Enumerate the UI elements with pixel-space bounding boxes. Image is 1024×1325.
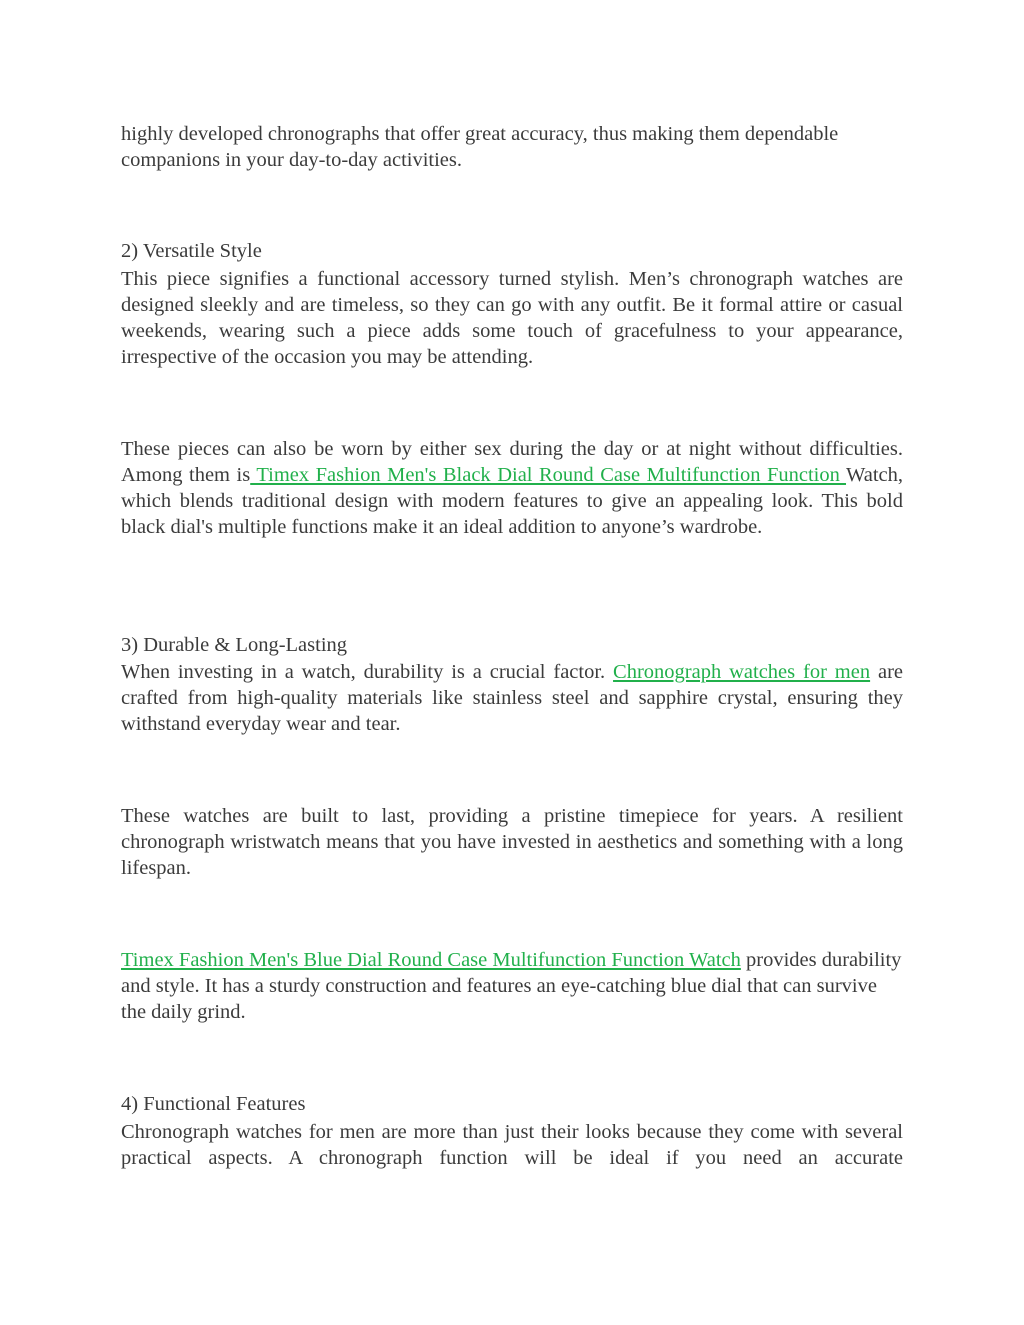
section-heading-durable: 3) Durable & Long-Lasting — [121, 634, 348, 656]
durable-paragraph — [121, 659, 903, 737]
durable-text-after: are crafted from high-quality materials like stainless steel and sapphire crystal, ensuring they withstand everyday wear and tear. — [121, 661, 903, 735]
black-dial-text-before: These pieces can also be worn by either sex during the day or at night without difficulties. Among them is — [121, 438, 903, 486]
section-heading-versatile-style: 2) Versatile Style — [121, 240, 262, 262]
timex-black-dial-link[interactable]: Timex Fashion Men's Black Dial Round Case Multifunction Function — [250, 464, 847, 486]
black-dial-text-after: Watch, which blends traditional design with modern features to give an appealing look. This bold black dial's multiple functions make it an ideal addition to anyone’s wardrobe. — [121, 464, 903, 538]
black-dial-paragraph — [121, 436, 903, 540]
chronograph-watches-link[interactable]: Chronograph watches for men — [613, 661, 871, 683]
built-to-last-paragraph: These watches are built to last, providing a pristine timepiece for years. A resilient chronograph wristwatch means that you have invested in aesthetics and something with a long lifespan. — [121, 805, 903, 879]
section-heading-functional: 4) Functional Features — [121, 1093, 306, 1115]
timex-blue-dial-link[interactable]: Timex Fashion Men's Blue Dial Round Case Multifunction Function Watch — [121, 949, 741, 971]
intro-paragraph: highly developed chronographs that offer great accuracy, thus making them dependable companions in your day-to-day activities. — [121, 123, 839, 171]
functional-paragraph: Chronograph watches for men are more than just their looks because they come with several practical aspects. A chronograph function will be ideal if you need an accurate — [121, 1121, 903, 1169]
versatile-style-paragraph: This piece signifies a functional accessory turned stylish. Men’s chronograph watches are designed sleekly and are timeless, so they can go with any outfit. Be it formal attire or casual weekends, wearing such a piece adds some touch of gracefulness to your appearance, irrespective of the occasion you may be attending. — [121, 268, 903, 368]
blue-dial-text-after: provides durability and style. It has a sturdy construction and features an eye-catching blue dial that can survive the daily grind. — [121, 949, 902, 1023]
durable-text-before: When investing in a watch, durability is a crucial factor. — [121, 661, 614, 683]
blue-dial-paragraph — [121, 947, 903, 1025]
